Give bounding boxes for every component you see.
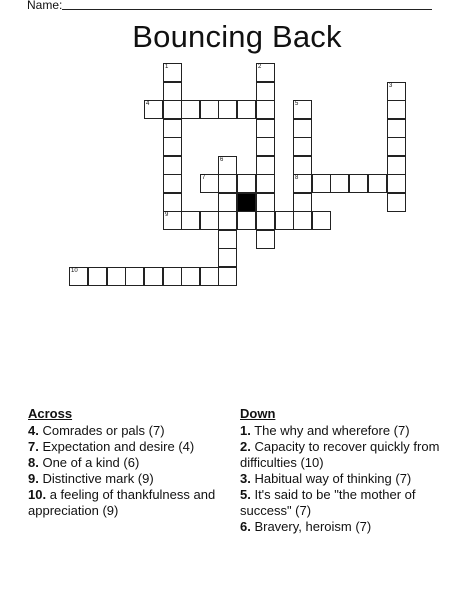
across-clue [28, 423, 228, 439]
grid-cell[interactable] [218, 248, 237, 267]
clue-text: One of a kind (6) [38, 455, 140, 470]
grid-cell[interactable] [163, 63, 182, 82]
grid-cell[interactable] [387, 137, 406, 156]
clue-text: Bravery, heroism (7) [250, 519, 372, 534]
down-clue [240, 471, 440, 487]
grid-cell[interactable] [312, 211, 331, 230]
clue-number: 10. [28, 487, 47, 502]
grid-cell[interactable] [181, 100, 200, 119]
down-heading: Down [240, 406, 276, 421]
clue-text: The why and wherefore (7) [250, 423, 410, 438]
grid-cell[interactable] [69, 267, 88, 286]
across-heading: Across [28, 406, 73, 421]
cell-number: 4 [146, 101, 150, 107]
down-clue-list [240, 423, 440, 535]
grid-cell[interactable] [387, 156, 406, 175]
cell-number: 9 [165, 212, 169, 218]
grid-cell[interactable] [163, 137, 182, 156]
grid-cell[interactable] [144, 100, 163, 119]
grid-cell[interactable] [387, 193, 406, 212]
clue-number: 1. [240, 423, 251, 438]
across-clue [28, 439, 228, 455]
grid-cell[interactable] [107, 267, 126, 286]
down-clue [240, 487, 440, 519]
grid-cell[interactable] [275, 211, 294, 230]
grid-cell[interactable] [144, 267, 163, 286]
grid-cell[interactable] [163, 82, 182, 101]
grid-cell[interactable] [181, 211, 200, 230]
down-clues [240, 406, 440, 535]
grid-cell[interactable] [256, 119, 275, 138]
puzzle-title: Bouncing Back [132, 19, 342, 54]
clue-text: It's said to be "the mother of success" (7) [240, 487, 416, 518]
down-clue [240, 423, 440, 439]
grid-cell[interactable] [218, 156, 237, 175]
grid-cell[interactable] [218, 267, 237, 286]
clue-number: 8. [28, 455, 39, 470]
grid-cell[interactable] [256, 100, 275, 119]
grid-cell[interactable] [163, 193, 182, 212]
clue-text: Comrades or pals (7) [38, 423, 165, 438]
grid-cell[interactable] [387, 119, 406, 138]
grid-cell[interactable] [200, 211, 219, 230]
grid-cell[interactable] [218, 100, 237, 119]
grid-block-cell [237, 193, 256, 212]
grid-cell[interactable] [200, 100, 219, 119]
grid-cell[interactable] [218, 174, 237, 193]
name-label-text: Name: [27, 0, 63, 12]
grid-cell[interactable] [163, 211, 182, 230]
clue-number: 3. [240, 471, 251, 486]
grid-cell[interactable] [293, 156, 312, 175]
clue-text: Expectation and desire (4) [38, 439, 195, 454]
clue-number: 4. [28, 423, 39, 438]
cell-number: 5 [295, 101, 299, 107]
grid-cell[interactable] [293, 193, 312, 212]
grid-cell[interactable] [293, 211, 312, 230]
grid-cell[interactable] [330, 174, 349, 193]
grid-cell[interactable] [200, 174, 219, 193]
across-clue [28, 455, 228, 471]
across-clue [28, 487, 228, 519]
grid-cell[interactable] [256, 230, 275, 249]
grid-cell[interactable] [387, 174, 406, 193]
grid-cell[interactable] [237, 100, 256, 119]
clue-number: 7. [28, 439, 39, 454]
grid-cell[interactable] [163, 174, 182, 193]
grid-cell[interactable] [88, 267, 107, 286]
grid-cell[interactable] [256, 63, 275, 82]
clue-text: a feeling of thankfulness and appreciation (9) [28, 487, 216, 518]
grid-cell[interactable] [218, 193, 237, 212]
grid-cell[interactable] [237, 211, 256, 230]
grid-cell[interactable] [387, 100, 406, 119]
down-clue [240, 519, 440, 535]
across-clue [28, 471, 228, 487]
grid-cell[interactable] [293, 137, 312, 156]
cell-number: 2 [258, 64, 262, 70]
grid-cell[interactable] [125, 267, 144, 286]
grid-cell[interactable] [163, 267, 182, 286]
grid-cell[interactable] [256, 156, 275, 175]
grid-cell[interactable] [200, 267, 219, 286]
clue-number: 5. [240, 487, 251, 502]
across-clue-list [28, 423, 228, 519]
cell-number: 1 [165, 64, 169, 70]
grid-cell[interactable] [256, 137, 275, 156]
grid-cell[interactable] [349, 174, 368, 193]
grid-cell[interactable] [368, 174, 387, 193]
cell-number: 8 [295, 175, 299, 181]
cell-number: 10 [71, 268, 78, 274]
grid-cell[interactable] [387, 82, 406, 101]
across-clues [28, 406, 228, 519]
grid-cell[interactable] [312, 174, 331, 193]
grid-cell[interactable] [163, 119, 182, 138]
clue-number: 6. [240, 519, 251, 534]
cell-number: 7 [202, 175, 206, 181]
grid-cell[interactable] [293, 174, 312, 193]
grid-cell[interactable] [163, 156, 182, 175]
clue-text: Capacity to recover quickly from difficulties (10) [240, 439, 440, 470]
grid-cell[interactable] [181, 267, 200, 286]
clue-text: Habitual way of thinking (7) [250, 471, 412, 486]
grid-cell[interactable] [293, 119, 312, 138]
clue-text: Distinctive mark (9) [38, 471, 154, 486]
grid-cell[interactable] [218, 230, 237, 249]
grid-cell[interactable] [293, 100, 312, 119]
grid-cell[interactable] [163, 100, 182, 119]
grid-cell[interactable] [218, 211, 237, 230]
clue-number: 2. [240, 439, 251, 454]
clue-number: 9. [28, 471, 39, 486]
grid-cell[interactable] [256, 193, 275, 212]
grid-cell[interactable] [256, 82, 275, 101]
grid-cell[interactable] [237, 174, 256, 193]
cell-number: 3 [389, 83, 393, 89]
cell-number: 6 [220, 157, 224, 163]
grid-cell[interactable] [256, 174, 275, 193]
down-clue [240, 439, 440, 471]
grid-cell[interactable] [256, 211, 275, 230]
